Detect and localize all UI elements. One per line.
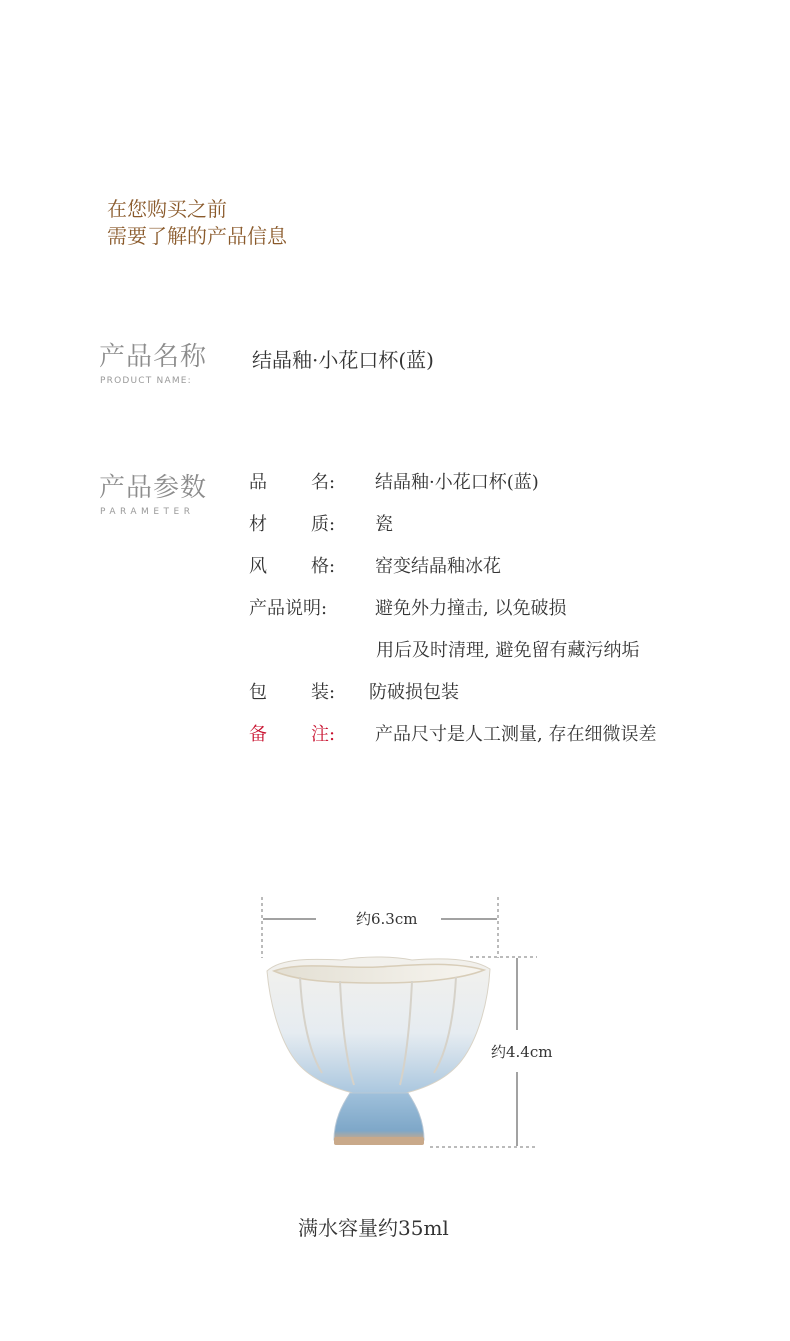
product-name-title: 产品名称 (99, 342, 208, 372)
cup-image (262, 955, 494, 1147)
param-row-style (249, 552, 769, 594)
param-key-a: 风 (249, 556, 267, 577)
param-row-material (249, 510, 769, 552)
parameters-title: 产品参数 (99, 473, 208, 503)
width-label: 约6.3cm (356, 910, 418, 928)
height-label: 约4.4cm (491, 1043, 553, 1061)
param-key-b: 质: (311, 514, 336, 535)
intro-line-2: 需要了解的产品信息 (107, 224, 287, 248)
param-value: 产品尺寸是人工测量, 存在细微误差 (375, 724, 657, 745)
param-value: 防破损包装 (369, 682, 459, 703)
param-key: 产品说明: (249, 598, 328, 619)
param-key-b: 装: (311, 682, 336, 703)
param-key-b: 注: (311, 724, 336, 745)
param-row-note (249, 720, 769, 762)
param-value: 瓷 (375, 514, 393, 535)
intro-heading (107, 196, 287, 250)
param-row-instructions-cont (249, 636, 769, 678)
capacity-caption: 满水容量约35ml (298, 1216, 449, 1240)
product-name-value: 结晶釉·小花口杯(蓝) (252, 348, 434, 372)
param-value: 窑变结晶釉冰花 (375, 556, 501, 577)
param-row-packaging (249, 678, 769, 720)
param-row-instructions (249, 594, 769, 636)
product-name-subtitle: PRODUCT NAME: (100, 376, 192, 386)
parameters-list (249, 468, 769, 762)
param-key-b: 格: (311, 556, 336, 577)
param-value: 用后及时清理, 避免留有藏污纳垢 (376, 640, 640, 661)
param-key-a: 品 (249, 472, 267, 493)
param-key-a: 材 (249, 514, 267, 535)
parameters-subtitle: PARAMETER (100, 507, 195, 517)
param-key-a: 包 (249, 682, 267, 703)
param-key-a: 备 (249, 724, 267, 745)
param-value: 结晶釉·小花口杯(蓝) (375, 472, 539, 493)
param-key-b: 名: (311, 472, 336, 493)
intro-line-1: 在您购买之前 (107, 197, 227, 221)
param-row-name (249, 468, 769, 510)
param-value: 避免外力撞击, 以免破损 (375, 598, 567, 619)
